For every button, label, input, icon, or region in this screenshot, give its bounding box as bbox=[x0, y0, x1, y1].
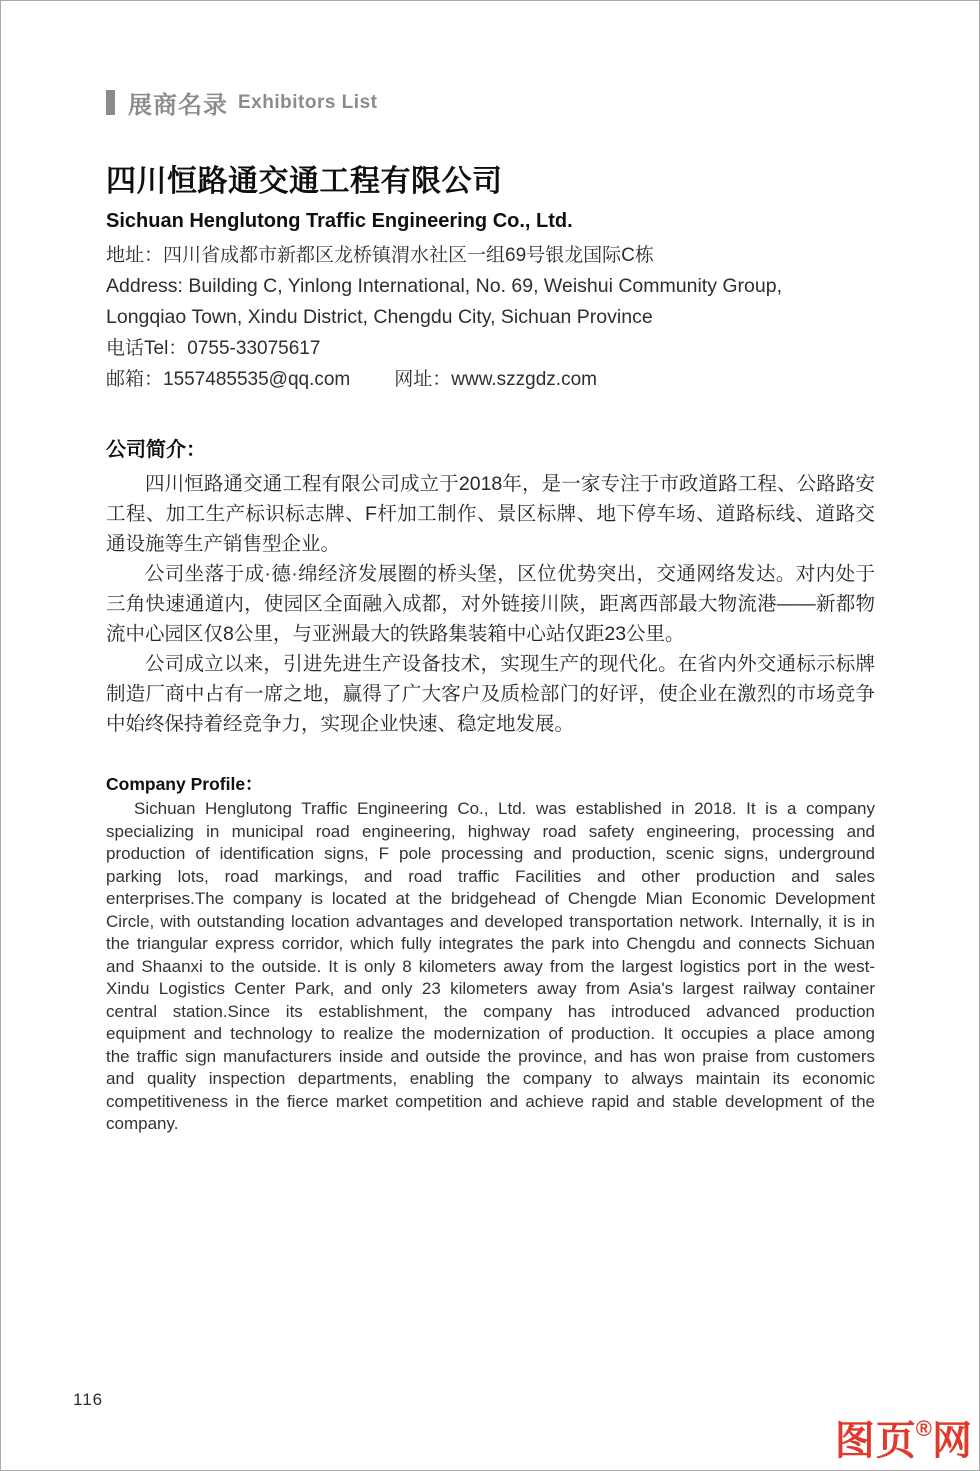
company-phone: 电话Tel：0755-33075617 bbox=[106, 338, 321, 359]
watermark-logo bbox=[835, 1412, 973, 1470]
company-website: 网址：www.szzgdz.com bbox=[394, 369, 597, 390]
company-profile-chinese-section bbox=[1, 433, 979, 739]
page-number: 116 bbox=[73, 1390, 104, 1409]
profile-chinese-paragraph-3: 公司成立以来，引进先进生产设备技术，实现生产的现代化。在省内外交通标示标牌制造厂商中占有一席之地，赢得了广大客户及质检部门的好评，使企业在激烈的市场竞争中始终保持着经竞争力，实现企业快速、稳定地发展。 bbox=[106, 653, 875, 735]
company-contact-row bbox=[106, 364, 875, 395]
company-address-english-line1: Address: Building C, Yinlong International, No. 69, Weishui Community Group, bbox=[106, 275, 782, 297]
profile-english-paragraph: Sichuan Henglutong Traffic Engineering Co., Ltd. was established in 2018. It is a company specializing in municipal road engineering, highway road safety engineering, processing and production of identification signs, F pole processing and production, scenic signs, underground parking lots, road markings, and road traffic Facilities and other production and sales enterprises.The company is located at the bridgehead of Chengde Mian Economic Development Circle, with outstanding location advantages and developed transportation network. Internally, it is in the triangular express corridor, which fully integrates the park into Chengdu and connects Sichuan and Shaanxi to the outside. It is only 8 kilometers away from the largest logistics port in the west-Xindu Logistics Center Park, and only 23 kilometers away from Asia's largest railway container central station.Since its establishment, the company has introduced advanced production equipment and technology to realize the modernization of production. It occupies a place among the traffic sign manufacturers inside and outside the province, and has won praise from customers and quality inspection departments, enabling the company to always maintain its economic competitiveness in the fierce market competition and achieve rapid and stable development of the company. bbox=[106, 799, 875, 1133]
profile-chinese-paragraph-2: 公司坐落于成·德·绵经济发展圈的桥头堡，区位优势突出，交通网络发达。对内处于三角快速通道内，使园区全面融入成都，对外链接川陕，距离西部最大物流港——新都物流中心园区仅8公里，与亚洲最大的铁路集装箱中心站仅距23公里。 bbox=[106, 563, 875, 645]
watermark-text-right: 网 bbox=[932, 1419, 973, 1463]
header-title-chinese: 展商名录 bbox=[128, 92, 228, 119]
company-name-english: Sichuan Henglutong Traffic Engineering Co., Ltd. bbox=[106, 210, 573, 232]
company-address-chinese: 地址：四川省成都市新都区龙桥镇渭水社区一组69号银龙国际C栋 bbox=[106, 245, 654, 266]
profile-chinese-paragraph-1: 四川恒路通交通工程有限公司成立于2018年，是一家专注于市政道路工程、公路路安工程、加工生产标识标志牌、F杆加工制作、景区标牌、地下停车场、道路标线、道路交通设施等生产销售型企业。 bbox=[106, 473, 875, 555]
company-info-section bbox=[1, 156, 979, 395]
header-bar-icon bbox=[106, 90, 115, 115]
page-header bbox=[1, 1, 979, 120]
header-title-english: Exhibitors List bbox=[238, 91, 378, 113]
registered-trademark-icon: ® bbox=[915, 1416, 933, 1441]
profile-english-heading: Company Profile： bbox=[106, 774, 263, 794]
watermark-text-left: 图页 bbox=[834, 1419, 917, 1463]
company-address-english-line2: Longqiao Town, Xindu District, Chengdu City, Sichuan Province bbox=[106, 306, 653, 328]
company-email: 邮箱：1557485535@qq.com bbox=[106, 369, 351, 390]
company-name-chinese: 四川恒路通交通工程有限公司 bbox=[106, 165, 503, 198]
company-profile-english-section bbox=[1, 771, 979, 1136]
profile-chinese-heading: 公司简介： bbox=[106, 439, 206, 461]
